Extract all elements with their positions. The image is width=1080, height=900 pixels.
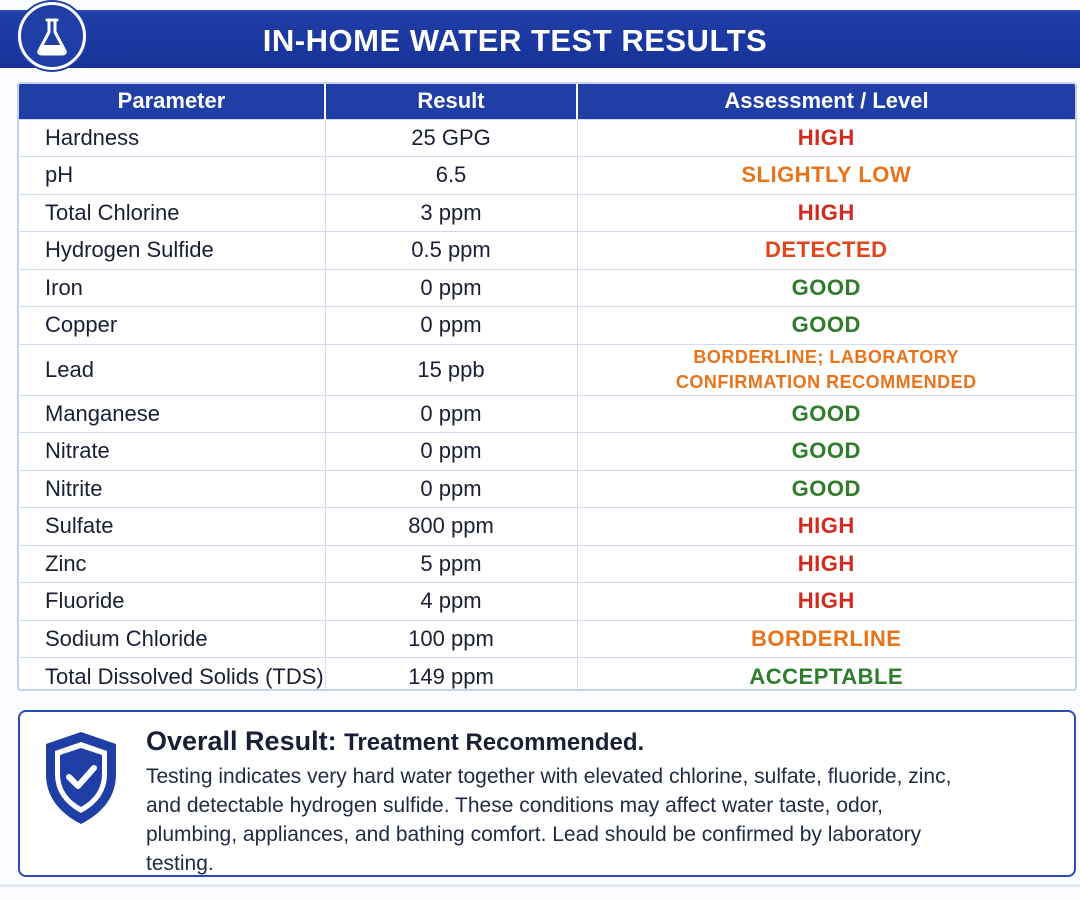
assessment-cell: HIGH (577, 583, 1075, 621)
table-row (19, 395, 1075, 433)
flask-logo (18, 2, 86, 70)
parameter-cell: Total Chlorine (19, 194, 325, 232)
result-cell: 25 GPG (325, 119, 577, 157)
table-row (19, 344, 1075, 395)
table-row (19, 194, 1075, 232)
results-table (17, 82, 1077, 691)
table-row (19, 157, 1075, 195)
table-row (19, 583, 1075, 621)
parameter-cell: Lead (19, 344, 325, 395)
overall-label: Overall Result: (146, 726, 337, 756)
result-cell: 0 ppm (325, 470, 577, 508)
table-row (19, 307, 1075, 345)
table-row (19, 545, 1075, 583)
parameter-cell: Copper (19, 307, 325, 345)
result-cell: 0.5 ppm (325, 232, 577, 270)
assessment-line: BORDERLINE; LABORATORY (693, 346, 960, 367)
table-row (19, 470, 1075, 508)
result-cell: 5 ppm (325, 545, 577, 583)
result-cell: 15 ppb (325, 344, 577, 395)
result-cell: 149 ppm (325, 658, 577, 692)
parameter-cell: Zinc (19, 545, 325, 583)
page-title: IN-HOME WATER TEST RESULTS (262, 23, 768, 58)
result-cell: 6.5 (325, 157, 577, 195)
parameter-cell: Sodium Chloride (19, 620, 325, 658)
flask-icon (35, 17, 69, 57)
assessment-cell: HIGH (577, 119, 1075, 157)
overall-heading (146, 726, 644, 757)
assessment-cell: GOOD (577, 395, 1075, 433)
parameter-cell: Sulfate (19, 508, 325, 546)
result-cell: 0 ppm (325, 433, 577, 471)
assessment-line: CONFIRMATION RECOMMENDED (675, 371, 977, 392)
table-row (19, 232, 1075, 270)
bottom-divider (0, 884, 1080, 887)
assessment-cell: GOOD (577, 307, 1075, 345)
overall-result-card (18, 710, 1076, 877)
shield-check-icon (40, 728, 122, 828)
parameter-cell: Iron (19, 269, 325, 307)
assessment-cell: GOOD (577, 269, 1075, 307)
parameter-cell: Nitrate (19, 433, 325, 471)
parameter-cell: pH (19, 157, 325, 195)
assessment-cell: GOOD (577, 470, 1075, 508)
parameter-cell: Manganese (19, 395, 325, 433)
assessment-cell (577, 344, 1075, 395)
overall-description: Testing indicates very hard water together with elevated chlorine, sulfate, fluoride, zinc, and detectable hydrogen sulfide. These conditions may affect water taste, odor, plumbing, appliances, and bathing comfort. Lead should be confirmed by laboratory testing. (146, 765, 952, 875)
assessment-cell: HIGH (577, 545, 1075, 583)
parameter-cell: Total Dissolved Solids (TDS) (19, 658, 325, 692)
parameter-cell: Hydrogen Sulfide (19, 232, 325, 270)
result-cell: 0 ppm (325, 269, 577, 307)
assessment-cell: DETECTED (577, 232, 1075, 270)
table-header-row (19, 84, 1075, 119)
result-cell: 100 ppm (325, 620, 577, 658)
header-banner (0, 10, 1080, 68)
table-row (19, 508, 1075, 546)
assessment-cell: SLIGHTLY LOW (577, 157, 1075, 195)
table-row (19, 269, 1075, 307)
result-cell: 800 ppm (325, 508, 577, 546)
assessment-cell: BORDERLINE (577, 620, 1075, 658)
result-cell: 0 ppm (325, 395, 577, 433)
assessment-cell: GOOD (577, 433, 1075, 471)
table-row (19, 658, 1075, 692)
column-header-assessment: Assessment / Level (577, 84, 1075, 119)
column-header-parameter: Parameter (19, 84, 325, 119)
assessment-cell: HIGH (577, 194, 1075, 232)
table-row (19, 119, 1075, 157)
parameter-cell: Hardness (19, 119, 325, 157)
result-cell: 4 ppm (325, 583, 577, 621)
result-cell: 3 ppm (325, 194, 577, 232)
overall-verdict: Treatment Recommended. (344, 729, 645, 756)
assessment-cell: HIGH (577, 508, 1075, 546)
table-row (19, 620, 1075, 658)
assessment-cell: ACCEPTABLE (577, 658, 1075, 692)
parameter-cell: Nitrite (19, 470, 325, 508)
table-row (19, 433, 1075, 471)
column-header-result: Result (325, 84, 577, 119)
parameter-cell: Fluoride (19, 583, 325, 621)
result-cell: 0 ppm (325, 307, 577, 345)
